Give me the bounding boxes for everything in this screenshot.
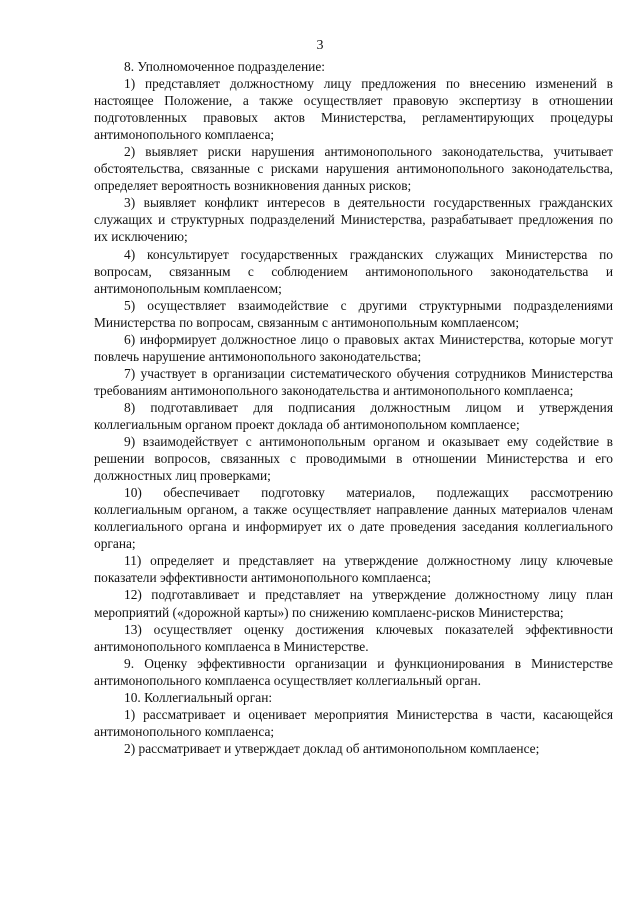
paragraph-9: 9. Оценку эффективности организации и функционирования в Министерстве антимонопольного комплаенса осуществляет коллегиальный орган. <box>94 655 613 688</box>
paragraph-10-heading: 10. Коллегиальный орган: <box>124 689 273 705</box>
paragraph-8-item-4: 4) консультирует государственных гражданских служащих Министерства по вопросам, связанным с соблюдением антимонопольного законодательства и антимонопольным комплаенсом; <box>94 246 613 296</box>
paragraph-8-heading: 8. Уполномоченное подразделение: <box>124 59 326 74</box>
paragraph-10-item-1: 1) рассматривает и оценивает мероприятия Министерства в части, касающейся антимонопольного комплаенса; <box>94 706 613 739</box>
document-body <box>94 58 613 757</box>
paragraph-8-item-6: 6) информирует должностное лицо о правовых актах Министерства, которые могут повлечь нарушение антимонопольного законодательства; <box>94 331 613 364</box>
paragraph-8-item-13: 13) осуществляет оценку достижения ключевых показателей эффективности антимонопольного комплаенса в Министерстве. <box>94 621 613 654</box>
paragraph-8-item-11: 11) определяет и представляет на утверждение должностному лицу ключевые показатели эффективности антимонопольного комплаенса; <box>94 553 613 586</box>
page-number: 3 <box>316 38 324 53</box>
paragraph-8-item-8: 8) подготавливает для подписания должностным лицом и утверждения коллегиальным органом проект доклада об антимонопольном комплаенсе; <box>94 399 613 432</box>
paragraph-10-item-2: 2) рассматривает и утверждает доклад об антимонопольном комплаенсе; <box>124 740 540 756</box>
paragraph-8-item-2: 2) выявляет риски нарушения антимонопольного законодательства, учитывает обстоятельства, связанные с рисками нарушения антимонопольного законодательства, определяет вероятность возникновения данных рисков; <box>94 144 613 194</box>
paragraph-8-item-5: 5) осуществляет взаимодействие с другими структурными подразделениями Министерства по вопросам, связанным с антимонопольным комплаенсом; <box>94 297 613 330</box>
paragraph-8-item-9: 9) взаимодействует с антимонопольным органом и оказывает ему содействие в решении вопросов, связанных с проводимыми в отношении Министерства и его должностных лиц проверками; <box>94 434 613 484</box>
paragraph-8-item-3: 3) выявляет конфликт интересов в деятельности государственных гражданских служащих и структурных подразделений Министерства, разрабатывает предложения по их исключению; <box>94 195 613 245</box>
paragraph-8-item-7: 7) участвует в организации систематического обучения сотрудников Министерства требованиям антимонопольного законодательства и антимонопольного комплаенса; <box>94 365 613 398</box>
paragraph-8-item-1: 1) представляет должностному лицу предложения по внесению изменений в настоящее Положение, а также осуществляет правовую экспертизу в отношении подготовленных правовых актов Министерства, регламентирующих процедуры антимонопольного комплаенса; <box>94 76 613 143</box>
paragraph-8-item-10: 10) обеспечивает подготовку материалов, подлежащих рассмотрению коллегиальным органом, а также осуществляет направление данных материалов членам коллегиального органа и информирует их о дате проведения заседания коллегиального органа; <box>94 485 613 552</box>
paragraph-8-item-12: 12) подготавливает и представляет на утверждение должностному лицу план мероприятий («дорожной карты») по снижению комплаенс-рисков Министерства; <box>94 587 613 620</box>
